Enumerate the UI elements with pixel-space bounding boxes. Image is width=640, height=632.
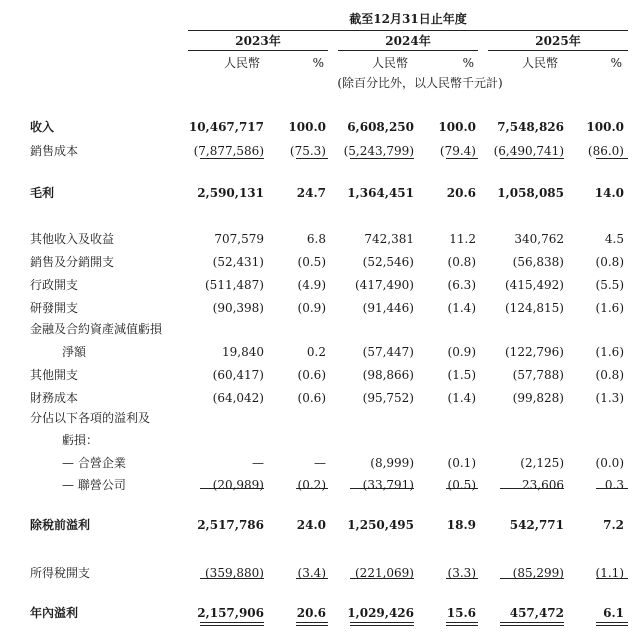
row-label: 財務成本	[30, 391, 79, 405]
percent-2023: %	[312, 56, 324, 70]
row-label: 銷售及分銷開支	[30, 255, 115, 269]
rule-cost-2023	[200, 158, 264, 159]
rule-profit-2023-pct-a	[296, 622, 328, 623]
cell-amount-2024: (57,447)	[362, 345, 414, 359]
row-label: 收入	[30, 120, 55, 134]
cell-percent-2024: (1.4)	[447, 391, 476, 405]
year-rule-2025	[488, 50, 628, 51]
cell-amount-2025: 23,606	[522, 478, 564, 492]
cell-percent-2024: (0.8)	[447, 255, 476, 269]
cell-percent-2024: 11.2	[449, 232, 476, 246]
cell-percent-2025: 6.1	[603, 606, 624, 620]
cell-percent-2023: (0.5)	[297, 255, 326, 269]
cell-percent-2023: (0.6)	[297, 391, 326, 405]
cell-amount-2024: (221,069)	[355, 566, 414, 580]
cell-percent-2025: 4.5	[604, 232, 624, 246]
rule-cost-2025-pct	[596, 158, 628, 159]
cell-amount-2025: (56,838)	[512, 255, 564, 269]
row-label: 毛利	[30, 186, 55, 200]
cell-amount-2025: (2,125)	[520, 456, 564, 470]
cell-percent-2025: (5.5)	[595, 278, 624, 292]
cell-percent-2023: (75.3)	[289, 144, 326, 158]
percent-2024: %	[462, 56, 474, 70]
cell-percent-2025: (0.8)	[595, 255, 624, 269]
cell-amount-2025: 340,762	[514, 232, 564, 246]
cell-amount-2024: (5,243,799)	[343, 144, 414, 158]
cell-amount-2025: 7,548,826	[497, 120, 564, 134]
row-label: 其他開支	[30, 368, 79, 382]
rule-profit-2025-pct-b	[596, 625, 628, 626]
cell-percent-2025: 100.0	[586, 120, 624, 134]
cell-amount-2025: (99,828)	[512, 391, 564, 405]
cell-amount-2023: (7,877,586)	[193, 144, 264, 158]
cell-amount-2024: 6,608,250	[347, 120, 414, 134]
cell-percent-2024: (1.4)	[447, 301, 476, 315]
row-label: 虧損：	[62, 433, 99, 447]
cell-amount-2023: (60,417)	[212, 368, 264, 382]
rule-assoc-2023-pct	[296, 488, 328, 489]
cell-percent-2025: (1.6)	[595, 345, 624, 359]
cell-percent-2023: (0.2)	[297, 478, 326, 492]
cell-percent-2023: —	[314, 456, 326, 470]
rule-tax-2024	[350, 578, 414, 579]
row-label: 其他收入及收益	[30, 232, 115, 246]
unit-note: (除百分比外，以人民幣千元計)	[337, 76, 503, 90]
rule-cost-2024	[350, 158, 414, 159]
cell-percent-2025: (86.0)	[587, 144, 624, 158]
cell-percent-2024: (0.5)	[447, 478, 476, 492]
year-rule-2023	[188, 50, 328, 51]
cell-percent-2023: (3.4)	[297, 566, 326, 580]
cell-percent-2023: 20.6	[296, 606, 326, 620]
row-label: 銷售成本	[30, 144, 79, 158]
cell-percent-2025: 14.0	[594, 186, 624, 200]
percent-2025: %	[610, 56, 622, 70]
rule-assoc-2024-pct	[446, 488, 478, 489]
cell-percent-2023: 100.0	[288, 120, 326, 134]
rule-profit-2025-a	[500, 622, 564, 623]
cell-percent-2025: (1.1)	[595, 566, 624, 580]
cell-percent-2025: (0.8)	[595, 368, 624, 382]
period-title: 截至12月31日止年度	[349, 12, 467, 26]
cell-percent-2023: (4.9)	[297, 278, 326, 292]
cell-percent-2024: 100.0	[438, 120, 476, 134]
rule-profit-2023-b	[200, 625, 264, 626]
cell-percent-2025: 7.2	[603, 518, 624, 532]
rule-profit-2024-b	[350, 625, 414, 626]
row-label: 行政開支	[30, 278, 79, 292]
rule-cost-2024-pct	[446, 158, 478, 159]
cell-percent-2024: (1.5)	[447, 368, 476, 382]
cell-amount-2025: (6,490,741)	[493, 144, 564, 158]
cell-percent-2024: (3.3)	[447, 566, 476, 580]
cell-amount-2023: 19,840	[222, 345, 264, 359]
cell-percent-2024: 18.9	[446, 518, 476, 532]
cell-amount-2024: (33,791)	[362, 478, 414, 492]
cell-amount-2023: —	[252, 456, 264, 470]
cell-percent-2025: (0.0)	[595, 456, 624, 470]
row-label: 所得稅開支	[30, 566, 91, 580]
cell-amount-2025: (124,815)	[505, 301, 564, 315]
cell-amount-2024: (98,866)	[362, 368, 414, 382]
cell-amount-2023: (20,989)	[212, 478, 264, 492]
cell-amount-2023: 707,579	[214, 232, 264, 246]
period-rule	[188, 30, 628, 31]
row-label: 研發開支	[30, 301, 79, 315]
cell-amount-2023: (64,042)	[212, 391, 264, 405]
rule-assoc-2025	[500, 488, 564, 489]
cell-amount-2023: (90,398)	[212, 301, 264, 315]
cell-amount-2025: (57,788)	[512, 368, 564, 382]
cell-amount-2024: 1,029,426	[347, 606, 414, 620]
rule-tax-2023-pct	[296, 578, 328, 579]
cell-amount-2025: (122,796)	[505, 345, 564, 359]
cell-percent-2025: (1.3)	[595, 391, 624, 405]
cell-amount-2025: 1,058,085	[497, 186, 564, 200]
cell-amount-2024: (91,446)	[362, 301, 414, 315]
cell-percent-2024: 20.6	[446, 186, 476, 200]
cell-percent-2023: 24.7	[296, 186, 326, 200]
rule-profit-2024-pct-b	[446, 625, 478, 626]
cell-amount-2024: (52,546)	[362, 255, 414, 269]
cell-percent-2024: 15.6	[446, 606, 476, 620]
cell-amount-2024: 1,364,451	[347, 186, 414, 200]
rule-cost-2025	[500, 158, 564, 159]
cell-amount-2024: (95,752)	[362, 391, 414, 405]
row-label: 淨額	[62, 345, 87, 359]
currency-2023: 人民幣	[223, 56, 260, 70]
cell-percent-2023: (0.6)	[297, 368, 326, 382]
rule-tax-2023	[200, 578, 264, 579]
cell-amount-2024: 1,250,495	[347, 518, 414, 532]
row-label: 金融及合約資產減值虧損	[30, 322, 163, 336]
currency-2025: 人民幣	[521, 56, 558, 70]
rule-profit-2024-a	[350, 622, 414, 623]
rule-tax-2024-pct	[446, 578, 478, 579]
row-label: — 合營企業	[62, 456, 126, 470]
cell-amount-2025: (415,492)	[505, 278, 564, 292]
rule-profit-2025-b	[500, 625, 564, 626]
cell-amount-2023: (359,880)	[205, 566, 264, 580]
rule-profit-2023-pct-b	[296, 625, 328, 626]
cell-amount-2025: (85,299)	[512, 566, 564, 580]
cell-percent-2024: (0.9)	[447, 345, 476, 359]
cell-amount-2023: (511,487)	[205, 278, 264, 292]
year-2025: 2025年	[535, 34, 581, 48]
cell-amount-2025: 457,472	[509, 606, 564, 620]
cell-percent-2023: 0.2	[306, 345, 326, 359]
cell-amount-2023: 10,467,717	[188, 120, 264, 134]
year-2023: 2023年	[235, 34, 281, 48]
rule-tax-2025	[500, 578, 564, 579]
row-label: 分佔以下各項的溢利及	[30, 411, 151, 425]
row-label: 除稅前溢利	[30, 518, 91, 532]
rule-profit-2025-pct-a	[596, 622, 628, 623]
rule-profit-2024-pct-a	[446, 622, 478, 623]
row-label: — 聯營公司	[62, 478, 126, 492]
cell-amount-2024: 742,381	[364, 232, 414, 246]
cell-amount-2024: (417,490)	[355, 278, 414, 292]
cell-percent-2025: (1.6)	[595, 301, 624, 315]
cell-percent-2023: 24.0	[296, 518, 326, 532]
rule-profit-2023-a	[200, 622, 264, 623]
cell-percent-2023: 6.8	[306, 232, 326, 246]
cell-amount-2025: 542,771	[509, 518, 564, 532]
currency-2024: 人民幣	[371, 56, 408, 70]
year-2024: 2024年	[385, 34, 431, 48]
rule-assoc-2024	[350, 488, 414, 489]
cell-percent-2024: (79.4)	[439, 144, 476, 158]
rule-tax-2025-pct	[596, 578, 628, 579]
cell-amount-2023: 2,157,906	[197, 606, 264, 620]
cell-percent-2024: (6.3)	[447, 278, 476, 292]
rule-cost-2023-pct	[296, 158, 328, 159]
cell-amount-2023: (52,431)	[212, 255, 264, 269]
row-label: 年內溢利	[30, 606, 79, 620]
year-rule-2024	[338, 50, 478, 51]
cell-percent-2023: (0.9)	[297, 301, 326, 315]
cell-percent-2025: 0.3	[604, 478, 624, 492]
rule-assoc-2023	[200, 488, 264, 489]
cell-amount-2023: 2,517,786	[197, 518, 264, 532]
cell-percent-2024: (0.1)	[447, 456, 476, 470]
rule-assoc-2025-pct	[596, 488, 628, 489]
cell-amount-2024: (8,999)	[370, 456, 414, 470]
cell-amount-2023: 2,590,131	[197, 186, 264, 200]
